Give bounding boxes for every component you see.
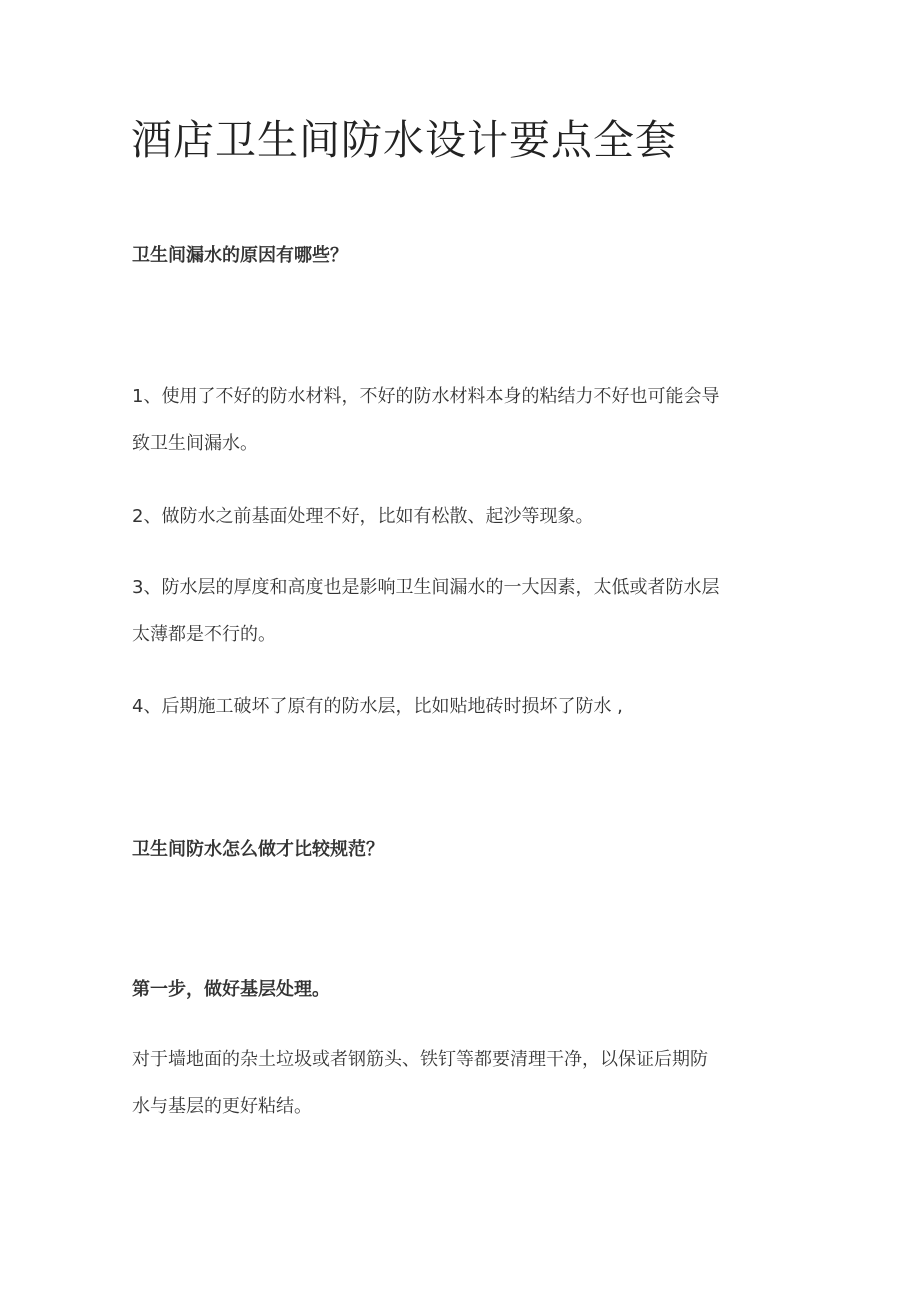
document-title: 酒店卫生间防水设计要点全套 — [131, 116, 677, 164]
step-1-line-1: 对于墙地面的杂土垃圾或者钢筋头、铁钉等都要清理干净，以保证后期防 — [132, 1049, 708, 1070]
step-1-line-2: 水与基层的更好粘结。 — [132, 1096, 312, 1117]
cause-item-2-line-1: 2、做防水之前基面处理不好，比如有松散、起沙等现象。 — [132, 506, 594, 527]
step-1-description — [132, 1036, 792, 1130]
cause-item-4-line-1: 4、后期施工破坏了原有的防水层，比如贴地砖时损坏了防水 , — [132, 696, 623, 717]
step-1-title: 第一步，做好基层处理。 — [132, 979, 330, 1000]
section-heading-waterproof-method: 卫生间防水怎么做才比较规范？ — [132, 839, 384, 860]
section-heading-leak-causes: 卫生间漏水的原因有哪些？ — [132, 245, 348, 266]
cause-item-1 — [132, 373, 792, 467]
cause-item-4 — [132, 683, 792, 730]
cause-item-3-line-2: 太薄都是不行的。 — [132, 624, 276, 645]
cause-item-2 — [132, 493, 792, 540]
cause-item-3 — [132, 564, 792, 658]
cause-item-1-line-1: 1、使用了不好的防水材料，不好的防水材料本身的粘结力不好也可能会导 — [132, 386, 720, 407]
cause-item-3-line-1: 3、防水层的厚度和高度也是影响卫生间漏水的一大因素，太低或者防水层 — [132, 577, 720, 598]
cause-item-1-line-2: 致卫生间漏水。 — [132, 433, 258, 454]
